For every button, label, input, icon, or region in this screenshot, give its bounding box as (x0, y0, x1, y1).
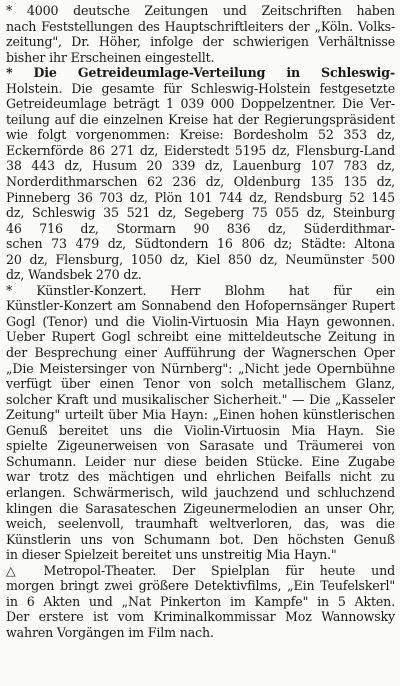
article-heading: * Künstler-Konzert. Herr Blohm hat für ein (6, 282, 395, 298)
text-line: Gogl (Tenor) und die Violin-Virtuosin Mia Hayn gewonnen. (6, 313, 395, 329)
text-line: Künstlerin uns von Schumann bot. Den höchsten Genuß (6, 531, 395, 547)
text-line: Getreideumlage beträgt 1 039 000 Doppelzentner. Die Ver- (6, 96, 395, 112)
text-line: Eckernförde 86 271 dz, Eiderstedt 5195 dz, Flensburg-Land (6, 142, 395, 158)
text-line: in dieser Spielzeit bereitet uns unstreitig Mia Hayn." (6, 547, 337, 563)
text-line: morgen bringt zwei größere Detektivfilms, „Ein Teufelskerl" (6, 578, 395, 594)
text-line: war trotz des mächtigen und ehrlichen Beifalls nicht zu (6, 469, 395, 485)
text-line: teilung auf die einzelnen Kreise hat der Regierungspräsident (6, 111, 395, 127)
text-line: Genuß bereitet uns die Violin-Virtuosin Mia Hayn. Sie (6, 422, 395, 438)
text-line: Holstein. Die gesamte für Schleswig-Holstein festgesetzte (6, 80, 395, 96)
text-line: nach Feststellungen des Hauptschriftleiters der „Köln. Volks- (6, 18, 395, 34)
text-line: weich, seelenvoll, traumhaft weltverloren, das, was die (6, 516, 395, 532)
article-heading: * Die Getreideumlage-Verteilung in Schleswig- (6, 65, 395, 81)
text-line: Künstler-Konzert am Sonnabend den Hofopernsänger Rupert (6, 298, 395, 314)
article-metropol-theater (6, 563, 395, 641)
text-line: 38 443 dz, Husum 20 339 dz, Lauenburg 107 783 dz, (6, 158, 395, 174)
text-line: Norderdithmarschen 62 236 dz, Oldenburg 135 135 dz, (6, 174, 395, 190)
text-line: Ueber Rupert Gogl schreibt eine mitteldeutsche Zeitung in (6, 329, 395, 345)
text-line: 20 dz, Flensburg, 1050 dz, Kiel 850 dz, Neumünster 500 (6, 251, 395, 267)
article-heading: △ Metropol-Theater. Der Spielplan für heute und (6, 562, 395, 578)
text-line: dz, Wandsbek 270 dz. (6, 267, 142, 283)
text-line: Der erstere ist vom Kriminalkommissar Moz Wannowsky (6, 609, 395, 625)
article-getreideumlage (6, 65, 395, 283)
text-line: erlangen. Schwärmerisch, wild jauchzend und schluchzend (6, 484, 395, 500)
article-4000-zeitungen (6, 3, 395, 65)
text-line: bisher ihr Erscheinen eingestellt. (6, 49, 215, 65)
text-line: Pinneberg 36 703 dz, Plön 101 744 dz, Rendsburg 52 145 (6, 189, 395, 205)
text-line: Zeitung" urteilt über Mia Hayn: „Einen hohen künstlerischen (6, 407, 395, 423)
text-line: klingen die Sarasateschen Zigeunermelodien an unser Ohr, (6, 500, 395, 516)
text-line: verfügt über einen Tenor von solch metallischem Glanz, (6, 376, 395, 392)
text-line: solcher Kraft und musikalischer Sicherheit." — Die „Kasseler (6, 391, 395, 407)
text-line: spielte Zigeunerweisen von Sarasate und Träumerei von (6, 438, 395, 454)
text-line: in 6 Akten und „Nat Pinkerton im Kampfe" in 5 Akten. (6, 593, 395, 609)
text-line: schen 73 479 dz, Südtondern 16 806 dz; Städte: Altona (6, 236, 395, 252)
text-line: Schumann. Leider nur diese beiden Stücke. Eine Zugabe (6, 453, 395, 469)
text-line: wie folgt vorgenommen: Kreise: Bordesholm 52 353 dz, (6, 127, 395, 143)
text-line: wahren Vorgängen im Film nach. (6, 624, 214, 640)
article-kuenstler-konzert (6, 283, 395, 563)
text-line: „Die Meistersinger von Nürnberg": „Nicht jede Opernbühne (6, 360, 395, 376)
text-line: 46 716 dz, Stormarn 90 836 dz, Süderdithmar- (6, 220, 395, 236)
text-line: der Besprechung einer Aufführung der Wagnerschen Oper (6, 345, 395, 361)
text-line: dz, Schleswig 35 521 dz, Segeberg 75 055 dz, Steinburg (6, 205, 395, 221)
text-line: zeitung", Dr. Höher, infolge der schwierigen Verhältnisse (6, 34, 395, 50)
text-line: * 4000 deutsche Zeitungen und Zeitschriften haben (6, 3, 395, 18)
